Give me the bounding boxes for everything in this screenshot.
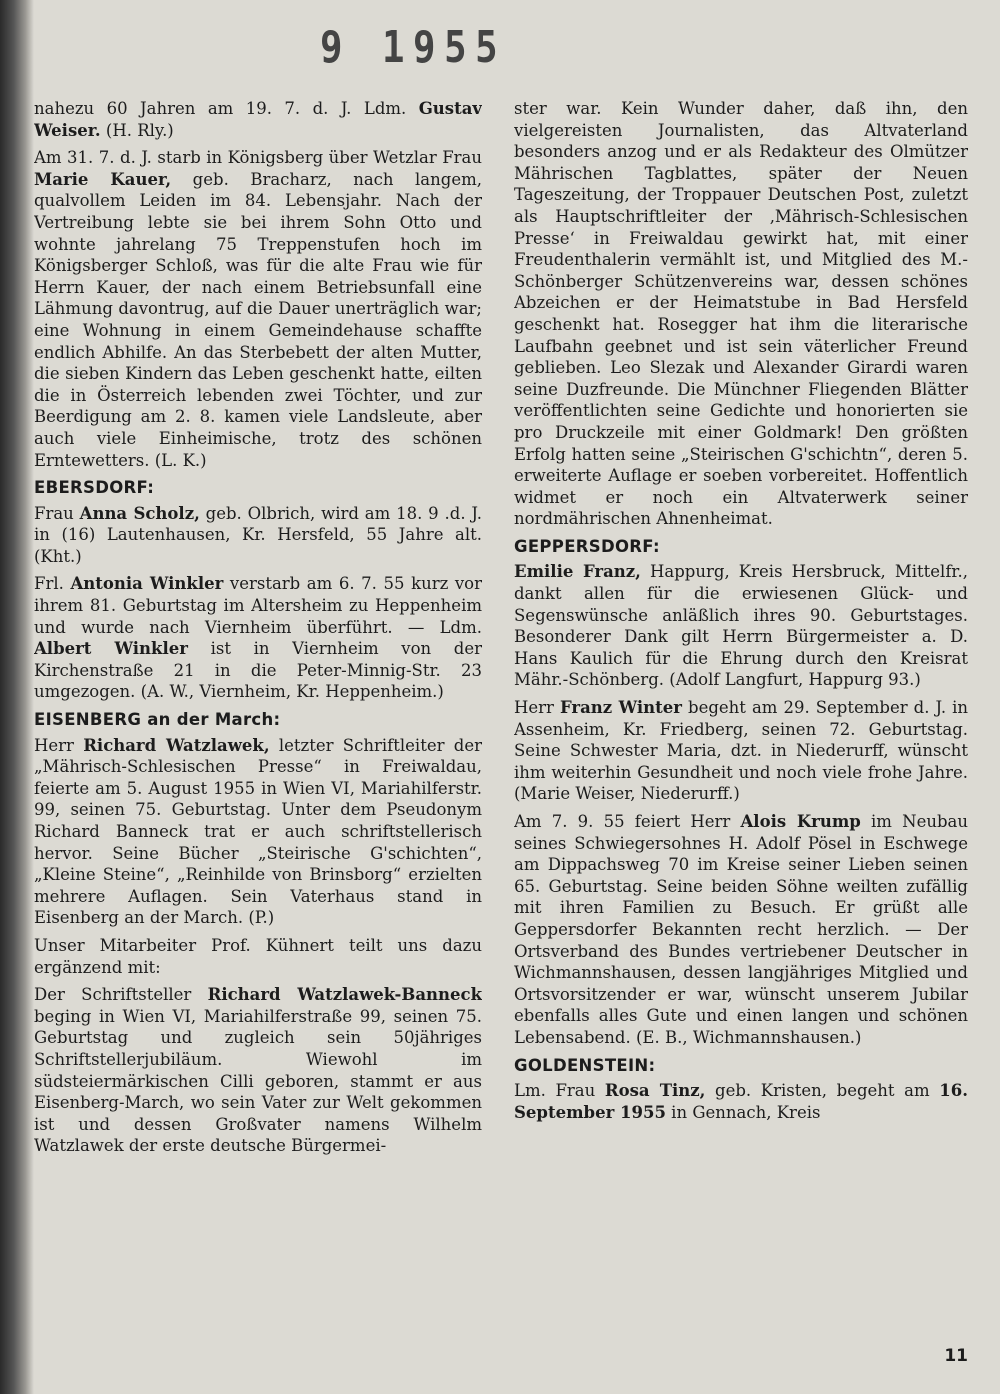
article-paragraph: ster war. Kein Wunder daher, daß ihn, den vielgereisten Journalisten, das Altvaterland besonders anzog und er als Redakteur des Olmützer Mährischen Tagblattes, später der Neuen Tageszeitung, der Troppauer Deutschen Post, zuletzt als Hauptschriftleiter der ‚Mährisch-Schlesischen Presse‘ in Freiwaldau gewirkt hat, mit einer Freudenthalerin vermählt ist, und Mitglied des M.-Schönberger Schützenvereins war, dessen schönes Abzeichen er der Heimatstube in Bad Hersfeld geschenkt hat. Rosegger hat ihm die literarische Laufbahn geebnet und ist sein väterlicher Freund geblieben. Leo Slezak und Alexander Girardi waren seine Duzfreunde. Die Münchner Fliegenden Blätter veröffentlichten seine Gedichte und honorierten sie pro Druckzeile mit einer Goldmark! Den größten Erfolg hatten seine „Steirischen G'schichtn“, deren 5. erweiterte Auflage er soeben vorbereitet. Hoffentlich widmet er noch ein Altvaterwerk seiner nordmährischen Ahnenheimat.	[514, 99, 968, 529]
section-heading-goldenstein: GOLDENSTEIN:	[514, 1055, 656, 1075]
article-paragraph: Am 7. 9. 55 feiert Herr Alois Krump im Neubau seines Schwiegersohnes H. Adolf Pösel in Eschwege am Dippachsweg 70 im Kreise seiner Lieben seinen 65. Geburtstag. Seine beiden Söhne weilten zufällig mit ihren Familien zu Besuch. Er grüßt alle Geppersdorfer Bekannten recht herzlich. — Der Ortsverband des Bundes vertriebener Deutscher in Wichmannshausen, dessen langjähriges Mitglied und Ortsvorsitzender er war, wünscht unserem Jubilar ebenfalls alles Gute und einen langen und schönen Lebensabend. (E. B., Wichmannshausen.)	[514, 812, 968, 1047]
article-paragraph: Unser Mitarbeiter Prof. Kühnert teilt uns dazu ergänzend mit:	[34, 935, 482, 977]
article-paragraph: Frau Anna Scholz, geb. Olbrich, wird am 18. 9 .d. J. in (16) Lautenhausen, Kr. Hersfeld, 55 Jahre alt. (Kht.)	[34, 503, 482, 566]
article-paragraph: Am 31. 7. d. J. starb in Königsberg über Wetzlar Frau Marie Kauer, geb. Bracharz, nach langem, qualvollem Leiden im 84. Lebensjahr. Nach der Vertreibung lebte sie bei ihrem Sohn Otto und wohnte jahrelang 75 Treppenstufen hoch im Königsberger Schloß, was für die alte Frau wie für Herrn Kauer, der nach einem Betriebsunfall eine Lähmung davontrug, auf die Dauer unerträglich war; eine Wohnung in einem Gemeindehause schaffte endlich Abhilfe. An das Sterbebett der alten Mutter, die sieben Kindern das Leben geschenkt hatte, eilten die in Österreich lebenden zwei Töchter, und zur Beerdigung am 2. 8. kamen viele Landsleute, aber auch viele Einheimische, trotz des schönen Erntewetters. (L. K.)	[34, 148, 482, 470]
section-heading-eisenberg: EISENBERG an der March:	[34, 710, 281, 730]
binding-shadow	[0, 0, 34, 1394]
section-heading-geppersdorf: GEPPERSDORF:	[514, 536, 660, 556]
issue-header: 9 1955	[320, 22, 507, 73]
section-heading-ebersdorf: EBERSDORF:	[34, 478, 155, 498]
article-paragraph: Herr Franz Winter begeht am 29. September d. J. in Assenheim, Kr. Friedberg, seinen 72. Geburtstag. Seine Schwester Maria, dzt. in Niederurff, wünscht ihm weiterhin Gesundheit und noch viele frohe Jahre. (Marie Weiser, Niederurff.)	[514, 698, 968, 804]
article-paragraph: Lm. Frau Rosa Tinz, geb. Kristen, begeht am 16. September 1955 in Gennach, Kreis	[514, 1081, 968, 1122]
article-paragraph: Frl. Antonia Winkler verstarb am 6. 7. 55 kurz vor ihrem 81. Geburtstag im Altersheim zu Heppenheim und wurde nach Viernheim überführt. — Ldm. Albert Winkler ist in Viernheim von der Kirchenstraße 21 in die Peter-Minnig-Str. 23 umgezogen. (A. W., Viernheim, Kr. Heppenheim.)	[34, 574, 482, 702]
article-paragraph: nahezu 60 Jahren am 19. 7. d. J. Ldm. Gustav Weiser. (H. Rly.)	[34, 99, 482, 140]
page-number: 11	[944, 1346, 968, 1366]
article-paragraph: Herr Richard Watzlawek, letzter Schriftleiter der „Mährisch-Schlesischen Presse“ in Freiwaldau, feierte am 5. August 1955 in Wien VI, Mariahilferstr. 99, seinen 75. Geburtstag. Unter dem Pseudonym Richard Banneck trat er auch schriftstellerisch hervor. Seine Bücher „Steirische G'schichten“, „Kleine Steine“, „Reinhilde von Brinsborg“ erzielten mehrere Auflagen. Sein Vaterhaus stand in Eisenberg an der March. (P.)	[34, 735, 482, 928]
article-paragraph: Emilie Franz, Happurg, Kreis Hersbruck, Mittelfr., dankt allen für die erwiesenen Glück- und Segenswünsche anläßlich ihres 90. Geburtstages. Besonderer Dank gilt Herrn Bürgermeister a. D. Hans Kaulich für die Ehrung durch den Kreisrat Mähr.-Schönberg. (Adolf Langfurt, Happurg 93.)	[514, 562, 968, 690]
left-column	[34, 98, 482, 1338]
article-paragraph: Der Schriftsteller Richard Watzlawek-Banneck beging in Wien VI, Mariahilferstraße 99, seinen 75. Geburtstag und zugleich sein 50jähriges Schriftstellerjubiläum. Wiewohl im südsteiermärkischen Cilli geboren, stammt er aus Eisenberg-March, wo sein Vater zur Welt gekommen ist und dessen Großvater namens Wilhelm Watzlawek der erste deutsche Bürgermei-	[34, 985, 482, 1156]
right-column	[514, 98, 968, 1338]
